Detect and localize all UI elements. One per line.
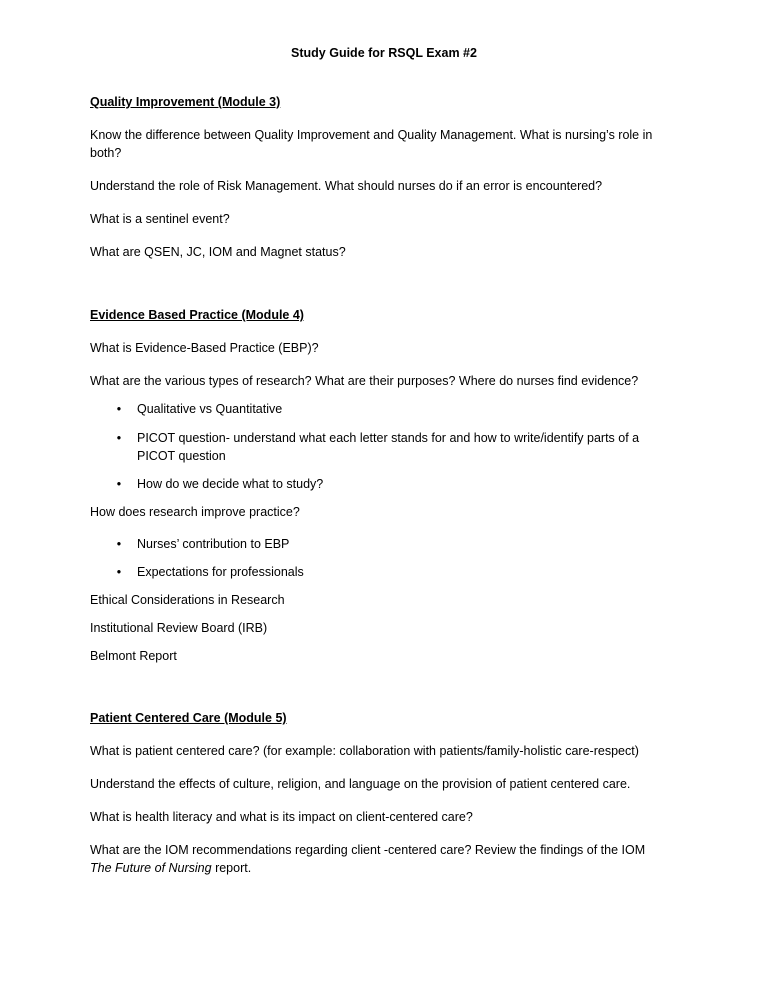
list-item: Qualitative vs Quantitative [137,402,283,416]
paragraph: Belmont Report [90,649,177,663]
paragraph: What are the various types of research? What are their purposes? Where do nurses find evidence? [90,374,639,388]
bullet-icon: • [116,477,122,491]
paragraph-continued [90,859,251,877]
section-heading-patient-centered-care: Patient Centered Care (Module 5) [90,711,287,725]
paragraph-tail: report. [211,861,252,875]
paragraph: Know the difference between Quality Improvement and Quality Management. What is nursing’s role in [90,128,653,142]
bullet-icon: • [116,431,122,445]
bullet-icon: • [116,565,122,579]
paragraph: What are the IOM recommendations regarding client -centered care? Review the findings of the IOM [90,843,646,857]
section-heading-evidence-based-practice: Evidence Based Practice (Module 4) [90,308,304,322]
bullet-icon: • [116,402,122,416]
paragraph: What is Evidence-Based Practice (EBP)? [90,341,319,355]
paragraph: What is patient centered care? (for example: collaboration with patients/family-holistic care-respect) [90,744,639,758]
list-item: How do we decide what to study? [137,477,324,491]
paragraph: What are QSEN, JC, IOM and Magnet status? [90,245,346,259]
paragraph: Understand the role of Risk Management. What should nurses do if an error is encountered? [90,179,603,193]
paragraph: Institutional Review Board (IRB) [90,621,268,635]
list-item: PICOT question- understand what each letter stands for and how to write/identify parts of a [137,431,640,445]
document-title: Study Guide for RSQL Exam #2 [291,46,477,60]
report-title: The Future of Nursing [90,861,212,875]
list-item-continued: PICOT question [137,449,226,463]
paragraph: What is a sentinel event? [90,212,230,226]
paragraph: Understand the effects of culture, religion, and language on the provision of patient centered care. [90,777,631,791]
list-item: Nurses’ contribution to EBP [137,537,290,551]
bullet-icon: • [116,537,122,551]
paragraph: How does research improve practice? [90,505,300,519]
list-item: Expectations for professionals [137,565,304,579]
section-heading-quality-improvement: Quality Improvement (Module 3) [90,95,281,109]
paragraph-continued: both? [90,146,122,160]
paragraph: Ethical Considerations in Research [90,593,285,607]
paragraph: What is health literacy and what is its impact on client-centered care? [90,810,473,824]
